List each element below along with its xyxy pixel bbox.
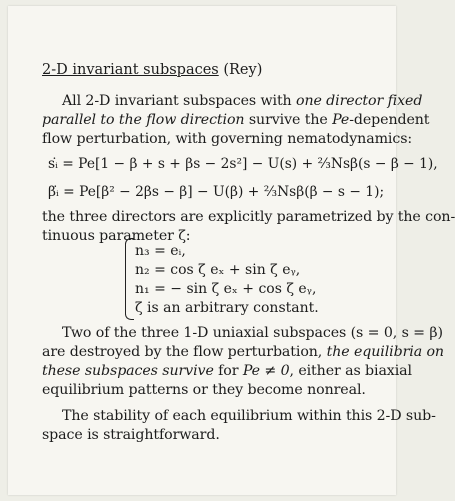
system-row-1: n₃ = eᵢ, bbox=[135, 243, 186, 259]
para1-emphasis: one director fixed bbox=[296, 93, 423, 109]
equation-beta-dot: βᵢ̇ = Pe[β² − 2βs − β] − U(β) + ⅔Nsβ(β − s − 1); bbox=[48, 184, 385, 200]
para3-emphasis: the equilibria on bbox=[326, 344, 444, 360]
heading-title: 2-D invariant subspaces bbox=[42, 62, 219, 78]
heading-author: (Rey) bbox=[223, 62, 263, 78]
para1-text-2: survive the bbox=[244, 112, 333, 128]
para1-text-3: -dependent bbox=[349, 112, 430, 128]
para1-line2 bbox=[42, 113, 429, 127]
system-row-2: n₂ = cos ζ eₓ + sin ζ eᵧ, bbox=[135, 262, 301, 278]
para4-line1: The stability of each equilibrium within this 2-D sub- bbox=[62, 408, 436, 424]
para3-line4: equilibrium patterns or they become nonreal. bbox=[42, 382, 366, 398]
system-row-4: ζ is an arbitrary constant. bbox=[135, 300, 319, 316]
pe-symbol: Pe bbox=[332, 112, 350, 128]
pe-nonzero: Pe ≠ 0 bbox=[242, 363, 290, 379]
equation-s-dot: sᵢ̇ = Pe[1 − β + s + βs − 2s²] − U(s) + ⅔Nsβ(s − β − 1), bbox=[48, 156, 438, 172]
para3-emphasis-2: these subspaces survive bbox=[42, 363, 214, 379]
para1-text: All 2-D invariant subspaces with bbox=[62, 93, 296, 109]
section-heading bbox=[42, 63, 262, 78]
para3-text: are destroyed by the flow perturbation, bbox=[42, 344, 327, 360]
para4-line2: space is straightforward. bbox=[42, 427, 220, 443]
system-brace bbox=[125, 238, 134, 320]
para3-line3 bbox=[42, 364, 412, 378]
para3-line1: Two of the three 1-D uniaxial subspaces (s = 0, s = β) bbox=[62, 325, 443, 341]
para1-line3: flow perturbation, with governing nematodynamics: bbox=[42, 131, 413, 147]
para1-line1 bbox=[62, 94, 422, 108]
para1-emphasis-2: parallel to the flow direction bbox=[42, 112, 245, 128]
para3-text-2: for bbox=[213, 363, 243, 379]
para3-text-3: , either as biaxial bbox=[289, 363, 412, 379]
para2-line2: tinuous parameter ζ: bbox=[42, 228, 191, 244]
para2-line1: the three directors are explicitly parametrized by the con- bbox=[42, 209, 455, 225]
para3-line2 bbox=[42, 345, 444, 359]
system-row-3: n₁ = − sin ζ eₓ + cos ζ eᵧ, bbox=[135, 281, 317, 297]
